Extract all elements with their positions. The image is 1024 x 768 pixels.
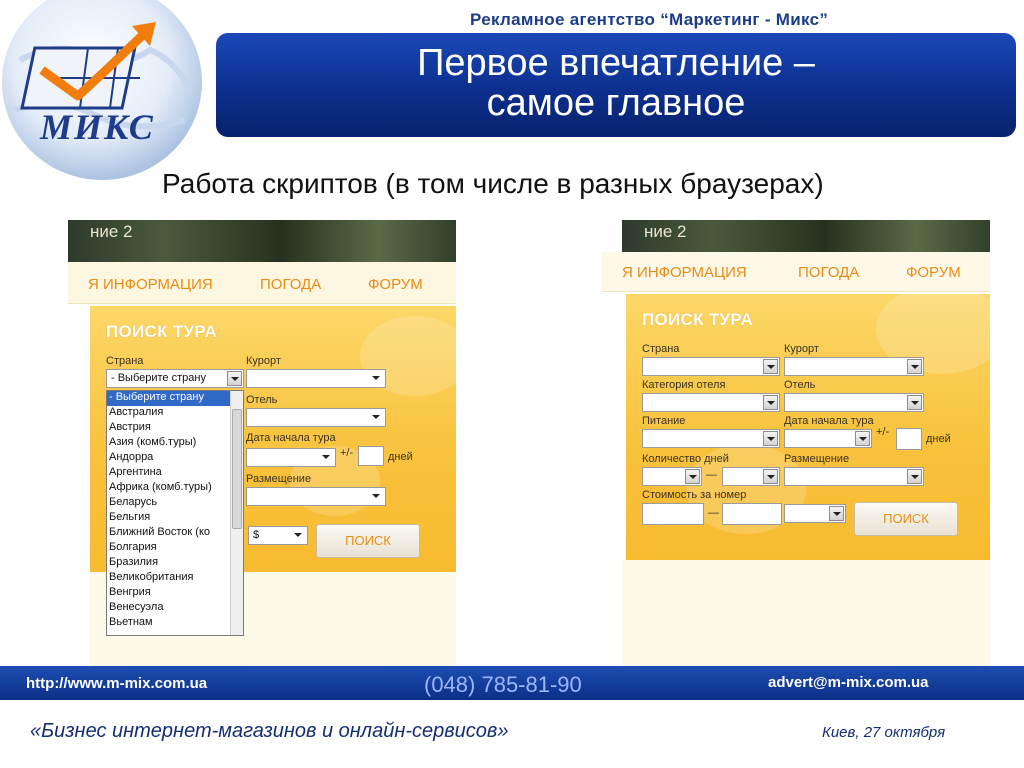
country-list-item[interactable]: Бразилия [109,556,159,568]
site-nav [68,262,456,304]
country-list-item[interactable]: Африка (комб.туры) [109,481,212,493]
num-days-label: Количество дней [642,453,729,465]
footer-website-link[interactable]: http://www.m-mix.com.ua [26,675,208,692]
country-label: Страна [642,343,680,355]
hotel-label: Отель [246,394,278,406]
site-banner [622,220,990,252]
price-per-room-label: Стоимость за номер [642,489,747,501]
nav-link-weather[interactable]: ПОГОДА [260,276,322,293]
slide-title-line2: самое главное [486,82,746,124]
chevron-down-icon[interactable] [763,395,778,410]
resort-select[interactable] [246,369,386,388]
country-dropdown-list[interactable] [106,390,244,636]
hotel-label: Отель [784,379,816,391]
start-date-label: Дата начала тура [246,432,336,444]
slide-title-line1: Первое впечатление – [417,42,815,84]
hotel-category-label: Категория отеля [642,379,726,391]
agency-name: Рекламное агентство “Маркетинг - Микс” [470,10,829,29]
banner-text: ние 2 [90,222,133,241]
chevron-down-icon[interactable] [685,469,700,484]
mix-logo [0,0,205,180]
range-dash: — [706,469,717,481]
days-label: дней [388,451,413,463]
chevron-down-icon[interactable] [319,450,334,465]
footer-email-link[interactable]: advert@m-mix.com.ua [768,674,929,691]
currency-select[interactable] [784,504,846,523]
meals-select[interactable] [642,429,780,448]
days-from-select[interactable] [642,467,702,486]
currency-select[interactable] [248,526,308,545]
days-input[interactable] [358,446,384,466]
tour-search-form [626,294,990,560]
form-title: ПОИСК ТУРА [106,322,218,341]
chevron-down-icon[interactable] [907,395,922,410]
country-list-item[interactable]: Австрия [109,421,151,433]
country-list-item[interactable]: Вьетнам [109,616,153,628]
chevron-down-icon[interactable] [763,431,778,446]
price-to-input[interactable] [722,503,782,525]
chevron-down-icon[interactable] [855,431,870,446]
days-input[interactable] [896,428,922,450]
chevron-down-icon[interactable] [369,410,384,425]
country-list-item[interactable]: Венесуэла [109,601,164,613]
currency-select-value: $ [253,529,260,541]
chevron-down-icon[interactable] [763,359,778,374]
event-name: «Бизнес интернет-магазинов и онлайн-сервисов» [30,720,509,742]
days-label: дней [926,433,951,445]
nav-link-forum[interactable]: ФОРУМ [906,264,961,281]
meals-label: Питание [642,415,686,427]
footer-phone: (048) 785-81-90 [424,672,582,697]
accommodation-select[interactable] [784,467,924,486]
dropdown-scrollbar[interactable] [230,391,243,635]
chevron-down-icon[interactable] [907,359,922,374]
country-select[interactable] [106,369,244,388]
plus-minus-label: +/- [340,447,354,459]
browser-screenshot-right [602,220,990,682]
slide-subtitle: Работа скриптов (в том числе в разных браузерах) [162,168,824,199]
nav-link-forum[interactable]: ФОРУМ [368,276,423,293]
search-button[interactable]: ПОИСК [854,502,958,536]
country-select-value: - Выберите страну [111,372,206,384]
days-to-select[interactable] [722,467,780,486]
banner-text: ние 2 [644,222,687,241]
hotel-select[interactable] [246,408,386,427]
hotel-select[interactable] [784,393,924,412]
site-nav [602,252,990,292]
chevron-down-icon[interactable] [227,371,242,386]
country-list-item[interactable]: Беларусь [109,496,158,508]
plus-minus-label: +/- [876,426,890,438]
event-date: Киев, 27 октября [822,724,946,741]
country-list-item[interactable]: - Выберите страну [107,391,243,406]
page-background [622,560,990,682]
country-list-item[interactable]: Андорра [109,451,154,463]
search-button[interactable]: ПОИСК [316,524,420,558]
chevron-down-icon[interactable] [291,528,306,543]
resort-select[interactable] [784,357,924,376]
nav-link-info[interactable]: Я ИНФОРМАЦИЯ [88,276,213,293]
country-list-item[interactable]: Бельгия [109,511,151,523]
start-date-select[interactable] [246,448,336,467]
accommodation-label: Размещение [784,453,850,465]
range-dash: — [708,507,719,519]
scrollbar-grip-icon[interactable] [232,409,242,529]
country-list-item[interactable]: Ближний Восток (ко [109,526,211,538]
globe-logo-icon [0,0,205,180]
country-list-item[interactable]: Великобритания [109,571,194,583]
start-date-label: Дата начала тура [784,415,874,427]
form-title: ПОИСК ТУРА [642,310,754,329]
resort-label: Курорт [784,343,819,355]
nav-link-info[interactable]: Я ИНФОРМАЦИЯ [622,264,747,281]
resort-label: Курорт [246,355,281,367]
chevron-down-icon[interactable] [369,371,384,386]
chevron-down-icon[interactable] [907,469,922,484]
price-from-input[interactable] [642,503,704,525]
accommodation-select[interactable] [246,487,386,506]
country-select[interactable] [642,357,780,376]
country-label: Страна [106,355,144,367]
accommodation-label: Размещение [246,473,312,485]
nav-link-weather[interactable]: ПОГОДА [798,264,860,281]
country-list-item[interactable]: Аргентина [109,466,162,478]
site-banner [68,220,456,262]
hotel-category-select[interactable] [642,393,780,412]
logo-text: МИКС [40,107,155,147]
country-list-item[interactable]: Болгария [109,541,157,553]
country-list-item[interactable]: Азия (комб.туры) [109,436,197,448]
chevron-down-icon[interactable] [829,506,844,521]
country-list-item[interactable]: Австралия [109,406,164,418]
title-banner [216,33,1016,137]
start-date-select[interactable] [784,429,872,448]
browser-screenshot-left [68,220,456,682]
chevron-down-icon[interactable] [369,489,384,504]
country-list-item[interactable]: Венгрия [109,586,151,598]
chevron-down-icon[interactable] [763,469,778,484]
